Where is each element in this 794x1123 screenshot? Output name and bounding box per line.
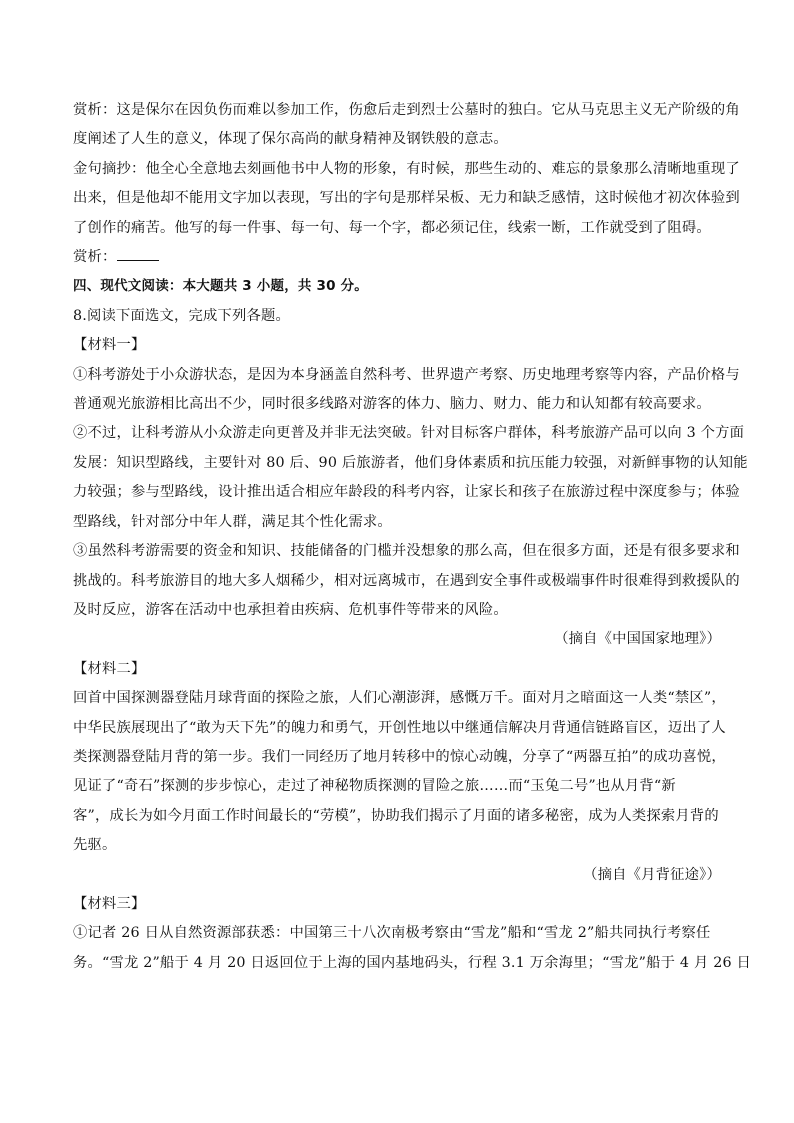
material1-title: 【材料一】 <box>73 337 146 354</box>
document-page <box>73 96 752 978</box>
material2-line: 先驱。 <box>73 837 117 854</box>
material2-line: 见证了“奇石”探测的步步惊心，走过了神秘物质探测的冒险之旅……而“玉兔二号”也从月背“新 <box>73 778 676 795</box>
quote-line-1: 金句摘抄：他全心全意地去刻画他书中人物的形象，有时候，那些生动的、难忘的景象那么清晰地重现了 <box>73 160 740 177</box>
material1-line: 普通观光旅游相比高出不少，同时很多线路对游客的体力、脑力、财力、能力和认知都有较高要求。 <box>73 396 711 413</box>
material1-line: 挑战的。科考旅游目的地大多人烟稀少，相对远离城市，在遇到安全事件或极端事件时很难得到救援队的 <box>73 572 740 589</box>
material2-title: 【材料二】 <box>73 660 146 677</box>
material1-line: ③虽然科考游需要的资金和知识、技能储备的门槛并没想象的那么高，但在很多方面，还是有很多要求和 <box>73 543 740 560</box>
material2-source: （摘自《月背征途》） <box>583 866 721 883</box>
material1-line: ②不过，让科考游从小众游走向更普及并非无法突破。针对目标客户群体，科考旅游产品可以向 3 个方面 <box>73 425 745 442</box>
material2-line: 中华民族展现出了“敢为天下先”的魄力和勇气，开创性地以中继通信解决月背通信链路盲区，迈出了人 <box>73 719 726 736</box>
answer-blank[interactable] <box>117 245 159 261</box>
appreciation-line-2: 度阐述了人生的意义，体现了保尔高尚的献身精神及钢铁般的意志。 <box>73 131 508 148</box>
appreciation-label: 赏析： <box>73 249 117 266</box>
material3-line: ①记者 26 日从自然资源部获悉：中国第三十八次南极考察由“雪龙”船和“雪龙 2”船共同执行考察任 <box>73 925 711 942</box>
section-heading: 四、现代文阅读：本大题共 3 小题，共 30 分。 <box>73 278 368 295</box>
quote-line-3: 了创作的痛苦。他写的每一件事、每一句、每一个字，都必须记住，线索一断，工作就受到了阻碍。 <box>73 219 711 236</box>
material1-line: 及时反应，游客在活动中也承担着由疾病、危机事件等带来的风险。 <box>73 601 508 618</box>
material1-line: 型路线，针对部分中年人群，满足其个性化需求。 <box>73 513 392 530</box>
material2-line: 客”，成长为如今月面工作时间最长的“劳模”，协助我们揭示了月面的诸多秘密，成为人类探索月背的 <box>73 807 719 824</box>
material3-title: 【材料三】 <box>73 895 146 912</box>
quote-line-2: 出来，但是他却不能用文字加以表现，写出的字句是那样呆板、无力和缺乏感情，这时候他才初次体验到 <box>73 190 740 207</box>
material3-line: 务。“雪龙 2”船于 4 月 20 日返回位于上海的国内基地码头，行程 3.1 万余海里；“雪龙”船于 4 月 26 日 <box>73 954 752 971</box>
material1-source: （摘自《中国国家地理》） <box>554 631 721 648</box>
appreciation-blank-line <box>73 243 721 272</box>
material1-line: 发展：知识型路线，主要针对 80 后、90 后旅游者，他们身体素质和抗压能力较强，对新鲜事物的认知能 <box>73 454 748 471</box>
material1-line: ①科考游处于小众游状态，是因为本身涵盖自然科考、世界遗产考察、历史地理考察等内容，产品价格与 <box>73 366 740 383</box>
appreciation-line-1: 赏析：这是保尔在因负伤而难以参加工作，伤愈后走到烈士公墓时的独白。它从马克思主义无产阶级的角 <box>73 102 740 118</box>
material2-line: 类探测器登陆月背的第一步。我们一同经历了地月转移中的惊心动魄，分享了“两器互拍”的成功喜悦， <box>73 748 726 765</box>
material2-line: 回首中国探测器登陆月球背面的探险之旅，人们心潮澎湃，感慨万千。面对月之暗面这一人类“禁区”， <box>73 690 726 707</box>
material1-line: 力较强；参与型路线，设计推出适合相应年龄段的科考内容，让家长和孩子在旅游过程中深度参与；体验 <box>73 484 740 501</box>
question-prompt: 8.阅读下面选文，完成下列各题。 <box>73 307 290 324</box>
